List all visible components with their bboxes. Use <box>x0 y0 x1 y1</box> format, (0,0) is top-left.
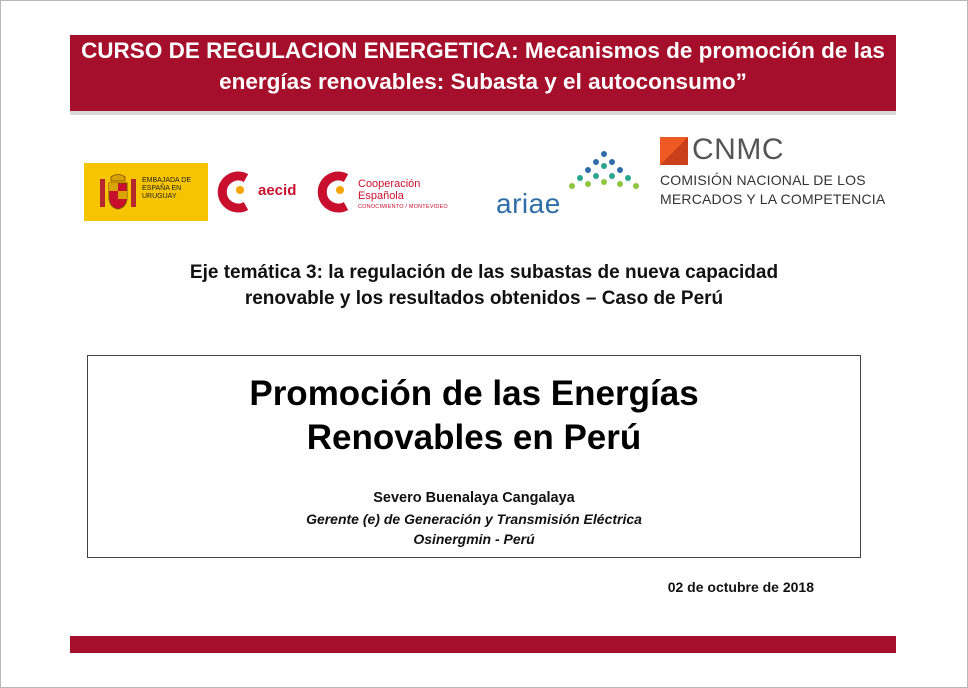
author-organization: Osinergmin - Perú <box>413 531 535 547</box>
aecid-c-icon <box>214 166 254 218</box>
ariae-text: ariae <box>496 188 561 219</box>
cnmc-logo <box>660 133 886 213</box>
cnmc-square-icon <box>660 137 688 165</box>
ariae-logo <box>494 146 644 220</box>
presentation-date: 02 de octubre de 2018 <box>667 579 814 595</box>
embajada-logo <box>84 163 208 221</box>
cooperacion-logo <box>314 166 456 218</box>
cooperacion-line1: Cooperación <box>358 178 421 190</box>
title-line1: Promoción de las Energías <box>249 374 699 413</box>
author-role: Gerente (e) de Generación y Transmisión Eléctrica <box>306 511 642 527</box>
thematic-subtitle <box>80 260 888 312</box>
course-banner <box>70 35 896 115</box>
subtitle-line2: renovable y los resultados obtenidos – Caso de Perú <box>244 288 724 309</box>
cooperacion-line3: CONOCIMIENTO / MONTEVIDEO <box>358 204 448 210</box>
aecid-text: aecid <box>258 182 297 199</box>
ariae-dots-icon <box>494 146 644 190</box>
aecid-logo <box>214 166 308 218</box>
author-name: Severo Buenalaya Cangalaya <box>373 490 575 506</box>
cnmc-brand: CNMC <box>692 133 784 166</box>
cnmc-line2: MERCADOS Y LA COMPETENCIA <box>660 191 886 207</box>
presentation-box <box>87 355 861 558</box>
course-title: CURSO DE REGULACION ENERGETICA: Mecanismos de promoción de las energías renovables: Subasta y el autoconsumo” <box>81 38 885 94</box>
embajada-text: EMBAJADA DE ESPAÑA EN URUGUAY <box>142 177 192 200</box>
spain-coat-of-arms-icon <box>98 173 138 213</box>
footer-bar <box>70 636 896 653</box>
title-line2: Renovables en Perú <box>306 418 642 457</box>
subtitle-line1: Eje temática 3: la regulación de las subastas de nueva capacidad <box>189 262 779 283</box>
cnmc-line1: COMISIÓN NACIONAL DE LOS <box>660 172 866 188</box>
presentation-title <box>88 372 860 460</box>
cooperacion-c-icon <box>314 166 354 218</box>
cooperacion-line2: Española <box>358 190 404 202</box>
